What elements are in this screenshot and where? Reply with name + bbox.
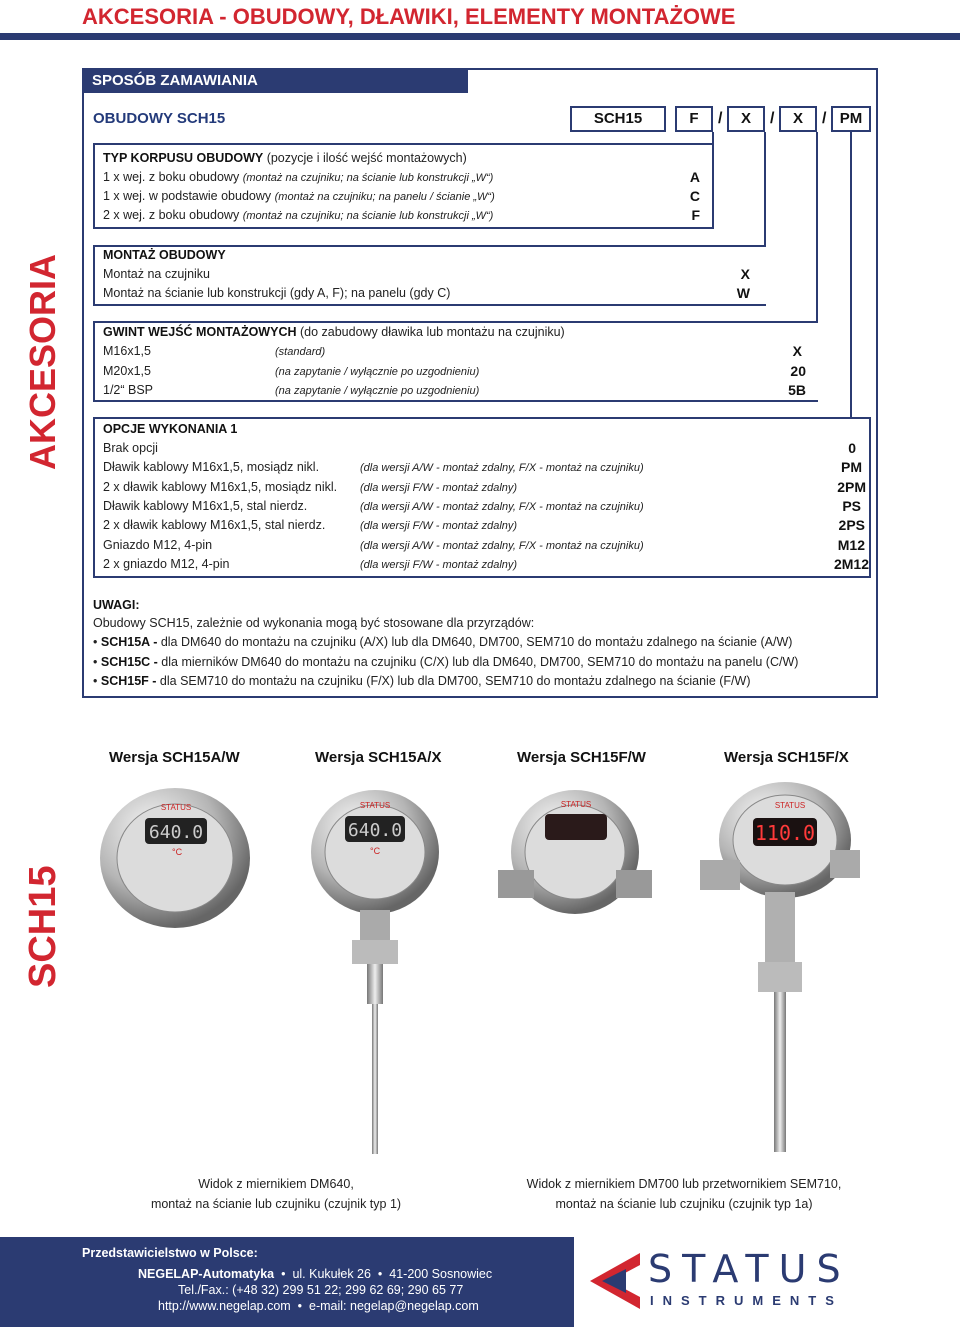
notes-intro: Obudowy SCH15, zależnie od wykonania mogą być stosowane dla przyrządów:: [93, 616, 535, 630]
section-border: [93, 417, 95, 577]
housing-row: 2 x wej. z boku obudowy (montaż na czujniku; na ścianie lub konstrukcji „W“): [103, 208, 494, 222]
option-code: M12: [837, 537, 865, 553]
housing-code: C: [689, 188, 700, 204]
product-label: OBUDOWY SCH15: [93, 110, 226, 127]
device-brand: STATUS: [160, 803, 192, 812]
option-note: (dla wersji A/W - montaż zdalny, F/X - montaż na czujniku): [360, 540, 644, 552]
side-label-sch15: SCH15: [22, 865, 64, 988]
note-item: • SCH15C - dla mierników DM640 do montażu na czujniku (C/X) lub dla DM640, DM700, SEM710 do montażu na panelu (C/W): [93, 655, 799, 669]
logo-sub: INSTRUMENTS: [650, 1293, 843, 1308]
section-divider: [93, 400, 818, 402]
notes-title: UWAGI:: [93, 598, 140, 612]
header-bar: [0, 33, 960, 40]
caption-right: Widok z miernikiem DM700 lub przetwornikiem SEM710, montaż na ścianie lub czujniku (czujnik typ 1a): [526, 1177, 842, 1211]
option-row: Dławik kablowy M16x1,5, stal nierdz.: [103, 499, 308, 513]
option-note: (dla wersji F/W - montaż zdalny): [360, 559, 518, 571]
device-photo-f-w: [498, 790, 652, 914]
order-heading: SPOSÓB ZAMAWIANIA: [82, 68, 468, 93]
housing-code: F: [691, 207, 700, 223]
page-title: AKCESORIA - OBUDOWY, DŁAWIKI, ELEMENTY MONTAŻOWE: [82, 4, 736, 29]
thread-row: 1/2“ BSP: [103, 383, 154, 397]
note-item: • SCH15A - dla DM640 do montażu na czujniku (A/X) lub dla DM640, DM700, SEM710 do montażu zdalnego na ścianie (A/W): [93, 635, 793, 649]
section-border: [93, 321, 95, 401]
option-row: 2 x dławik kablowy M16x1,5, mosiądz nikl.: [103, 480, 338, 494]
option-code: PM: [841, 459, 862, 475]
section-border: [869, 417, 871, 577]
section-divider: [93, 576, 871, 578]
section-divider: [93, 304, 766, 306]
option-code: PS: [842, 498, 861, 514]
thread-title: GWINT WEJŚĆ MONTAŻOWYCH (do zabudowy dławika lub montażu na czujniku): [103, 325, 565, 339]
section-divider: [93, 245, 766, 247]
option-note: (dla wersji A/W - montaż zdalny, F/X - montaż na czujniku): [360, 501, 644, 513]
code-box-housing: F: [675, 106, 713, 132]
footer-contact: http://www.negelap.com • e-mail: negelap@negelap.com: [158, 1299, 479, 1313]
connector-line: [850, 132, 852, 418]
device-photo-f-x: [700, 782, 860, 1152]
option-code: 2PM: [837, 479, 866, 495]
option-row: Brak opcji: [103, 441, 158, 455]
housing-title: TYP KORPUSU OBUDOWY (pozycje i ilość wejść montażowych): [103, 151, 467, 165]
version-label-f-x: Wersja SCH15F/X: [724, 749, 849, 766]
thread-note: (na zapytanie / wyłącznie po uzgodnieniu): [275, 385, 480, 397]
section-divider: [93, 227, 714, 229]
device-brand: STATUS: [774, 801, 806, 810]
side-label-akcesoria: AKCESORIA: [22, 253, 63, 470]
thread-code: X: [792, 343, 802, 359]
section-divider: [93, 321, 818, 323]
device-display: 640.0: [347, 820, 403, 841]
housing-code: A: [689, 169, 700, 185]
option-code: 0: [848, 440, 856, 456]
option-note: (dla wersji F/W - montaż zdalny): [360, 520, 518, 532]
device-display: 110.0: [754, 821, 816, 845]
housing-row: 1 x wej. z boku obudowy (montaż na czujniku; na ścianie lub konstrukcji „W“): [103, 170, 494, 184]
version-label-f-w: Wersja SCH15F/W: [517, 749, 646, 766]
device-unit: °C: [370, 846, 381, 856]
product-photos: [90, 780, 870, 1170]
option-note: (dla wersji A/W - montaż zdalny, F/X - montaż na czujniku): [360, 462, 644, 474]
version-label-a-w: Wersja SCH15A/W: [109, 749, 240, 766]
connector-line: [764, 132, 766, 246]
mounting-code: X: [740, 266, 750, 282]
section-divider: [93, 143, 714, 145]
thread-code: 20: [790, 363, 806, 379]
option-row: 2 x gniazdo M12, 4-pin: [103, 557, 230, 571]
code-separator: /: [718, 110, 723, 127]
device-display: 640.0: [148, 822, 204, 843]
mounting-row: Montaż na ścianie lub konstrukcji (gdy A, F); na panelu (gdy C): [103, 286, 451, 300]
connector-line: [816, 132, 818, 322]
device-photo-a-x: [311, 790, 439, 1154]
mounting-title: MONTAŻ OBUDOWY: [103, 248, 226, 262]
mounting-code: W: [736, 285, 750, 301]
footer-phone: Tel./Fax.: (+48 32) 299 51 22; 299 62 69; 290 65 77: [178, 1283, 464, 1297]
logo-chevron-icon: [580, 1249, 644, 1313]
note-item: • SCH15F - dla SEM710 do montażu na czujniku (F/X) lub dla DM700, SEM710 do montażu zdalnego na ścianie (F/W): [93, 674, 751, 688]
option-code: 2PS: [838, 517, 865, 533]
logo-word: STATUS: [648, 1247, 851, 1291]
code-separator: /: [822, 110, 827, 127]
device-unit: °C: [172, 847, 183, 857]
thread-code: 5B: [788, 382, 806, 398]
housing-row: 1 x wej. w podstawie obudowy (montaż na czujniku; na panelu / ścianie „W“): [103, 189, 495, 203]
option-code: 2M12: [833, 556, 869, 572]
code-box-model: SCH15: [570, 106, 666, 132]
caption-left: Widok z miernikiem DM640, montaż na ścianie lub czujniku (czujnik typ 1): [150, 1177, 402, 1211]
thread-row: M16x1,5: [103, 344, 151, 358]
section-divider: [93, 417, 871, 419]
option-row: Dławik kablowy M16x1,5, mosiądz nikl.: [103, 460, 320, 474]
device-brand: STATUS: [359, 801, 391, 810]
option-row: Gniazdo M12, 4-pin: [103, 538, 213, 552]
option-row: 2 x dławik kablowy M16x1,5, stal nierdz.: [103, 518, 326, 532]
section-border: [93, 245, 95, 305]
device-brand: STATUS: [560, 800, 592, 809]
section-border: [93, 143, 95, 228]
thread-note: (standard): [275, 346, 326, 358]
code-box-option: PM: [831, 106, 871, 132]
version-label-a-x: Wersja SCH15A/X: [315, 749, 442, 766]
status-logo: [574, 1237, 960, 1327]
options-title: OPCJE WYKONANIA 1: [103, 422, 238, 436]
thread-note: (na zapytanie / wyłącznie po uzgodnieniu): [275, 366, 480, 378]
mounting-row: Montaż na czujniku: [103, 267, 211, 281]
code-box-thread: X: [779, 106, 817, 132]
connector-line: [712, 132, 714, 228]
code-box-mounting: X: [727, 106, 765, 132]
option-note: (dla wersji F/W - montaż zdalny): [360, 482, 518, 494]
thread-row: M20x1,5: [103, 364, 151, 378]
footer-rep-title: Przedstawicielstwo w Polsce:: [82, 1246, 258, 1260]
code-separator: /: [770, 110, 775, 127]
footer-address: NEGELAP-Automatyka • ul. Kukułek 26 • 41-200 Sosnowiec: [138, 1267, 493, 1281]
device-photo-a-w: [100, 788, 250, 928]
